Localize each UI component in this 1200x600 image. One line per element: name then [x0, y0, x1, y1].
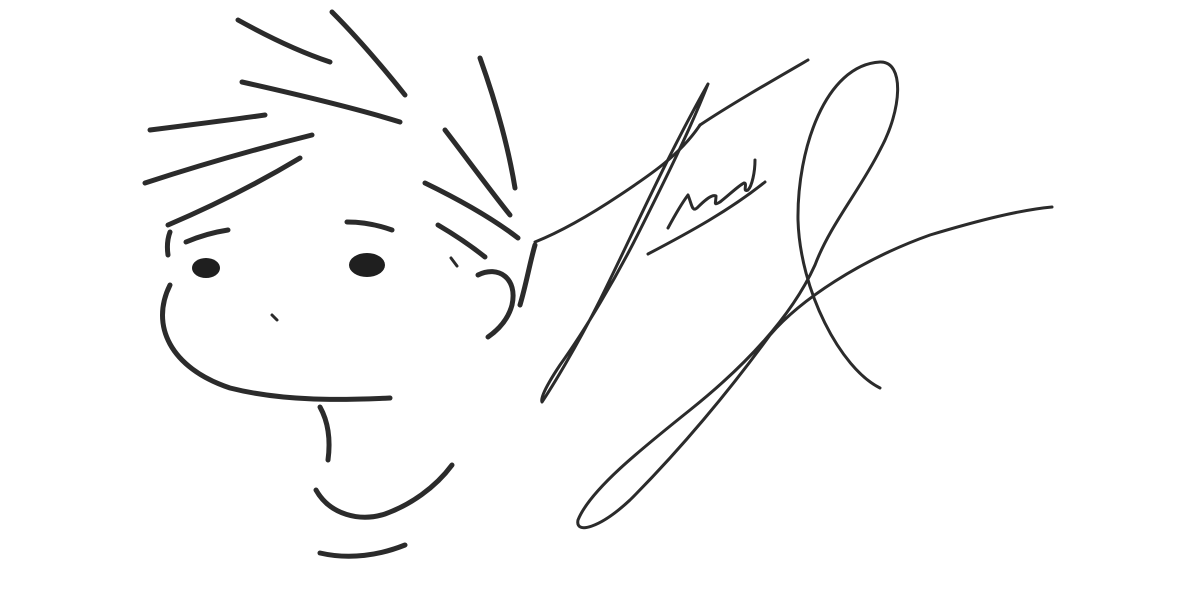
- signature-f-stem: [542, 84, 708, 402]
- hair-strokes: [145, 12, 518, 257]
- hair-stroke-1: [238, 20, 330, 62]
- right-brow: [347, 222, 392, 230]
- hair-stroke-7: [480, 58, 515, 188]
- signature-fred: [535, 60, 1052, 528]
- jaw-line: [163, 285, 391, 399]
- face: [163, 222, 536, 556]
- hair-stroke-10: [438, 225, 485, 257]
- signature-underline: [648, 182, 765, 254]
- hair-stroke-2: [332, 12, 405, 95]
- left-brow: [186, 230, 228, 242]
- temple-mark: [451, 258, 457, 266]
- ear: [478, 272, 513, 337]
- left-cheek-line: [167, 232, 170, 255]
- hair-stroke-8: [445, 130, 510, 215]
- hair-stroke-4: [150, 115, 265, 130]
- neck-line: [320, 407, 329, 460]
- left-eye: [192, 258, 220, 278]
- signature-f-crossbar: [700, 60, 808, 125]
- right-eye: [349, 253, 385, 277]
- hair-stroke-5: [145, 135, 312, 183]
- collar-line: [320, 545, 405, 556]
- back-of-head-line: [520, 245, 535, 305]
- nose-mark: [272, 315, 277, 320]
- shoulder-curve: [316, 465, 452, 517]
- signature-flourish-loop: [578, 62, 1052, 528]
